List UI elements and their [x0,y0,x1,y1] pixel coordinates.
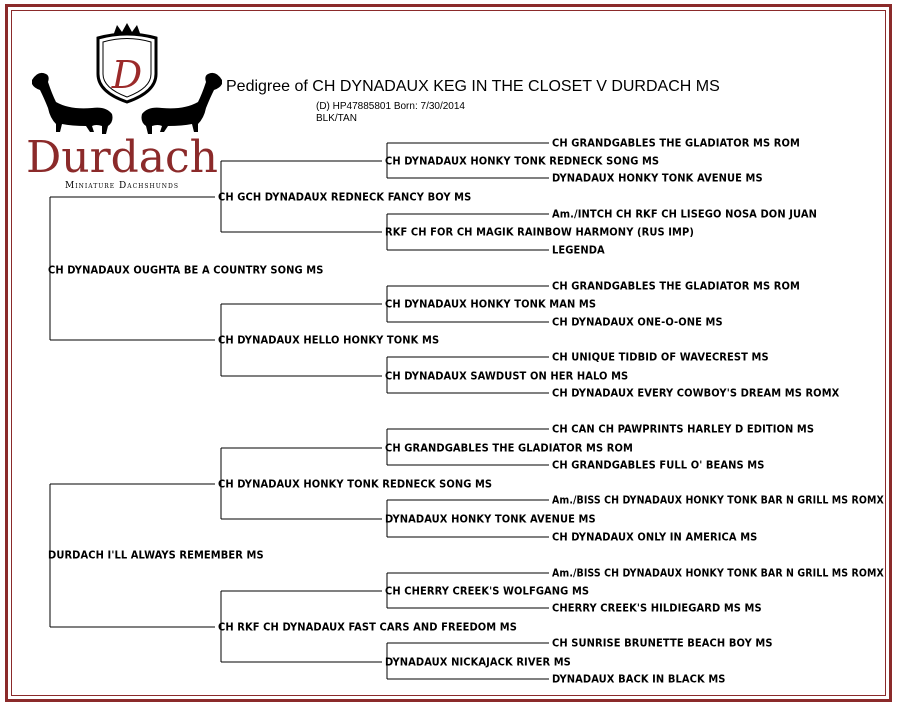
logo-wordmark: Durdach [25,132,219,183]
sire-dam-name: CH DYNADAUX HELLO HONKY TONK MS [218,333,440,347]
sire-sire-sire-sire-name: CH GRANDGABLES THE GLADIATOR MS ROM [552,136,800,150]
sire-dam-sire-name: CH DYNADAUX HONKY TONK MAN MS [385,297,597,311]
dam-sire-name: CH DYNADAUX HONKY TONK REDNECK SONG MS [218,477,493,491]
dam-dam-dam-sire-name: CH SUNRISE BRUNETTE BEACH BOY MS [552,636,773,650]
sire-dam-sire-sire-name: CH GRANDGABLES THE GLADIATOR MS ROM [552,279,800,293]
dam-sire-sire-dam-name: CH GRANDGABLES FULL O' BEANS MS [552,458,765,472]
sire-dam-dam-dam-name: CH DYNADAUX EVERY COWBOY'S DREAM MS ROMX [552,386,840,400]
sire-sire-dam-name: RKF CH FOR CH MAGIK RAINBOW HARMONY (RUS IMP) [385,225,694,239]
dam-sire-sire-name: CH GRANDGABLES THE GLADIATOR MS ROM [385,441,633,455]
dam-name: DURDACH I'LL ALWAYS REMEMBER MS [48,548,264,562]
coat-color: BLK/TAN [316,113,357,124]
dam-sire-dam-name: DYNADAUX HONKY TONK AVENUE MS [385,512,596,526]
dam-dam-sire-dam-name: CHERRY CREEK'S HILDIEGARD MS MS [552,601,762,615]
dam-dam-dam-dam-name: DYNADAUX BACK IN BLACK MS [552,672,726,686]
dam-dam-dam-name: DYNADAUX NICKAJACK RIVER MS [385,655,571,669]
sire-sire-name: CH GCH DYNADAUX REDNECK FANCY BOY MS [218,190,472,204]
dam-sire-dam-sire-name: Am./BISS CH DYNADAUX HONKY TONK BAR N GRILL MS ROMX [552,493,884,507]
dam-sire-dam-dam-name: CH DYNADAUX ONLY IN AMERICA MS [552,530,758,544]
pedigree-title: Pedigree of CH DYNADAUX KEG IN THE CLOSET V DURDACH MS [226,78,720,95]
sire-sire-dam-sire-name: Am./INTCH CH RKF CH LISEGO NOSA DON JUAN [552,207,817,221]
sire-sire-sire-name: CH DYNADAUX HONKY TONK REDNECK SONG MS [385,154,660,168]
dam-dam-sire-sire-name: Am./BISS CH DYNADAUX HONKY TONK BAR N GRILL MS ROMX [552,566,884,580]
sire-dam-sire-dam-name: CH DYNADAUX ONE-O-ONE MS [552,315,723,329]
dam-dam-name: CH RKF CH DYNADAUX FAST CARS AND FREEDOM MS [218,620,517,634]
dam-sire-sire-sire-name: CH CAN CH PAWPRINTS HARLEY D EDITION MS [552,422,815,436]
sire-dam-dam-sire-name: CH UNIQUE TIDBID OF WAVECREST MS [552,350,769,364]
logo-subtitle: Miniature Dachshunds [65,181,179,191]
dam-dam-sire-name: CH CHERRY CREEK'S WOLFGANG MS [385,584,590,598]
registration-and-birth: (D) HP47885801 Born: 7/30/2014 [316,101,465,112]
sire-sire-sire-dam-name: DYNADAUX HONKY TONK AVENUE MS [552,171,763,185]
shield-monogram: D [111,53,143,97]
sire-dam-dam-name: CH DYNADAUX SAWDUST ON HER HALO MS [385,369,629,383]
sire-name: CH DYNADAUX OUGHTA BE A COUNTRY SONG MS [48,263,324,277]
sire-sire-dam-dam-name: LEGENDA [552,243,605,257]
